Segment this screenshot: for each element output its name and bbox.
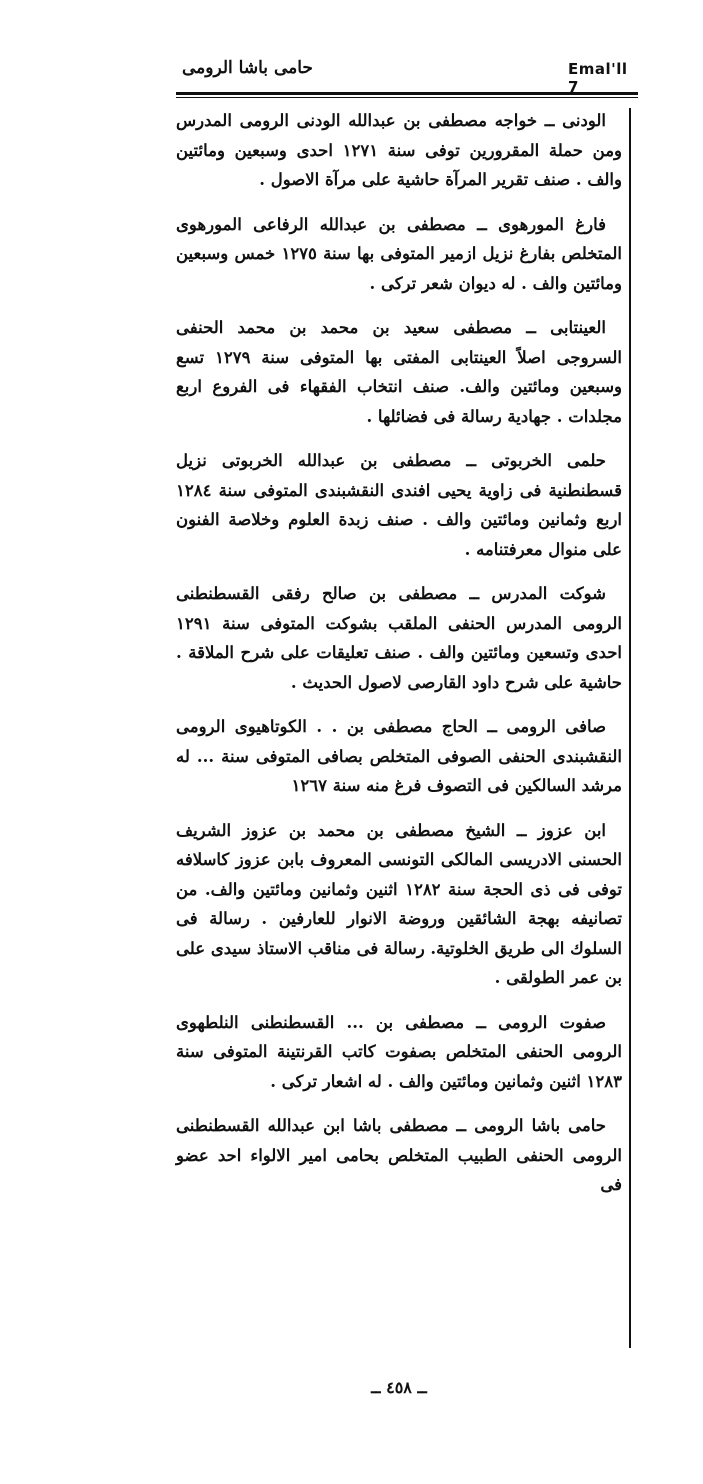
entry-ibn-azzuz: ابن عزوز ــ الشيخ مصطفى بن محمد بن عزوز الشريف الحسنى الادريسى المالكى التونسى المعروف بابن عزوز كاسلافه توفى فى ذى الحجة سنة ١٢٨٢ اثنين وثمانين ومائتين والف. من تصانيفه بهجة الشائقين وروضة الانوار للعارفين . رسالة فى السلوك الى طريق الخلوتية. رسالة فى مناقب الاستاذ سيدى على بن عمر الطولقى . [176,820,623,987]
entry-wadni: الودنى ــ خواجه مصطفى بن عبدالله الودنى الرومى المدرس ومن حملة المقرورين توفى سنة ١٢٧١ احدى وسبعين ومائتين والف . صنف تقرير المرآة حاشية على مرآة الاصول . [176,111,622,189]
body-text [176,106,622,1215]
running-head [176,56,638,96]
entry-shawkat: شوكت المدرس ــ مصطفى بن صالح رفقى القسطنطنى الرومى المدرس الحنفى الملقب بشوكت المتوفى سنة ١٢٩١ احدى وتسعين ومائتين والف . صنف تعليقات على شرح الملاقة . حاشية على شرح داود القارصى لاصول الحديث . [176,584,622,692]
running-title: حامى باشا الرومى [182,58,313,78]
entry-hilmi: حلمى الخربوتى ــ مصطفى بن عبدالله الخربوتى نزيل قسطنطنية فى زاوية يحيى افندى النقشبندى المتوفى سنة ١٢٨٤ اربع وثمانين ومائتين والف . صنف زبدة العلوم وخلاصة الفنون على منوال معرفتنامه . [176,451,622,559]
entry-hami-pasha: حامى باشا الرومى ــ مصطفى باشا ابن عبدالله القسطنطنى الرومى الحنفى الطبيب المتخلص بحامى امير الالواء احد عضو فى [176,1116,622,1194]
entry-aintabi: العينتابى ــ مصطفى سعيد بن محمد بن محمد الحنفى السروجى اصلاً العينتابى المفتى بها المتوفى سنة ١٢٧٩ تسع وسبعين ومائتين والف. صنف انتخاب الفقهاء فى الفروع اربع مجلدات . جهادية رسالة فى فضائلها . [176,318,622,426]
entry-farigh: فارغ المورهوى ــ مصطفى بن عبدالله الرفاعى المورهوى المتخلص بفارغ نزيل ازمير المتوفى بها سنة ١٢٧٥ خمس وسبعين ومائتين والف . له ديوان شعر تركى . [176,214,622,293]
header-rule [176,92,638,98]
margin-rule [629,108,631,1348]
page-number: ــ ٤٥٨ ــ [371,1378,427,1397]
running-head-mark: Emal'll 7 [568,60,628,96]
entry-safwat: صفوت الرومى ــ مصطفى بن ... القسطنطنى النلطهوى الرومى الحنفى المتخلص بصفوت كاتب القرنتينة المتوفى سنة ١٢٨٣ اثنين وثمانين ومائتين والف . له اشعار تركى . [176,1012,622,1091]
entry-safi: صافى الرومى ــ الحاج مصطفى بن . . الكوتاهيوى الرومى النقشبندى الحنفى الصوفى المتخلص بصافى المتوفى سنة ... له مرشد السالكين فى التصوف فرغ منه سنة ١٢٦٧ [176,717,622,795]
